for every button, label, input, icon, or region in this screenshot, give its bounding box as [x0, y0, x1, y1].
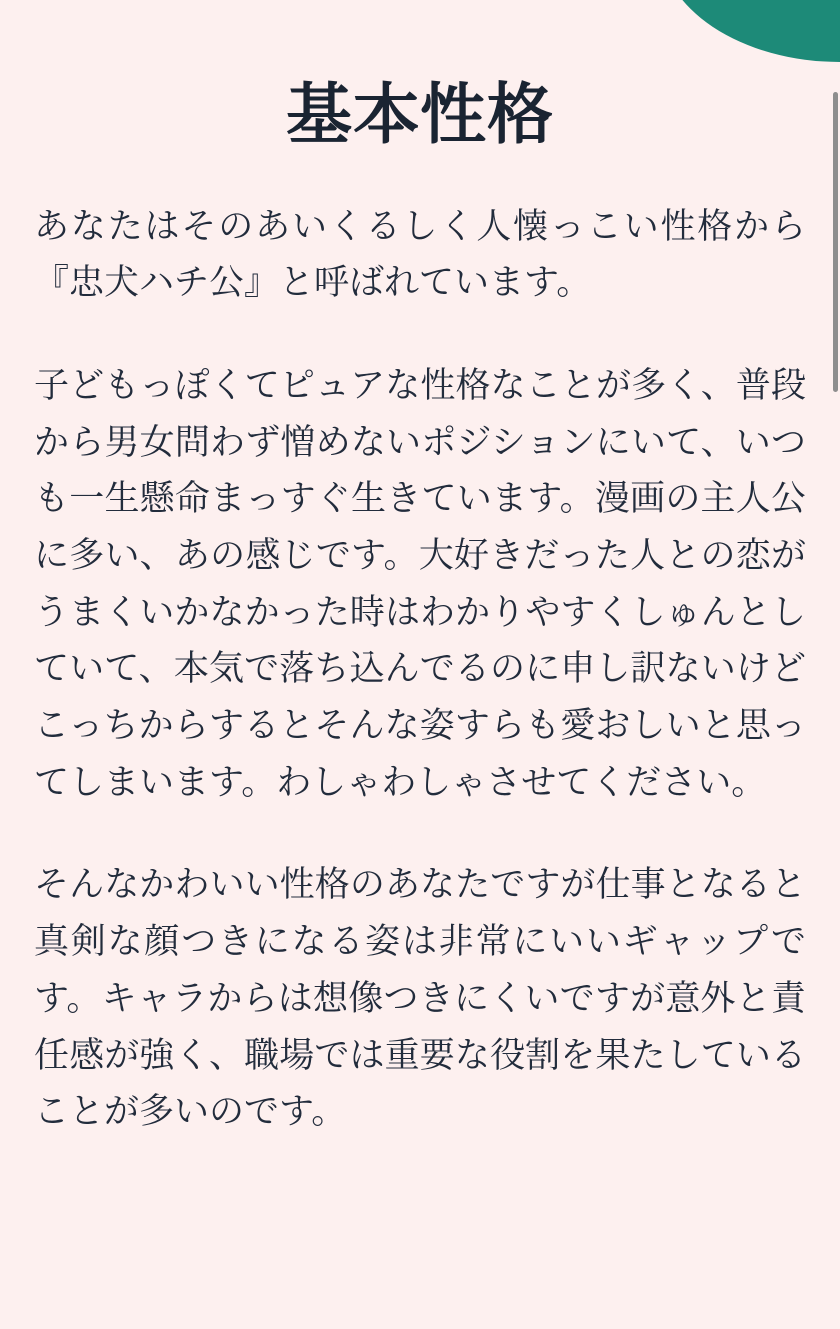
- vertical-scrollbar-track[interactable]: [832, 0, 840, 1329]
- paragraph: あなたはそのあいくるしく人懐っこい性格から『忠犬ハチ公』と呼ばれています。: [34, 206, 806, 303]
- vertical-scrollbar-thumb[interactable]: [833, 92, 838, 392]
- paragraph: そんなかわいい性格のあなたですが仕事となると真剣な顔つきになる姿は非常にいいギャップです。キャラからは想像つきにくいですが意外と責任感が強く、職場では重要な役割を果たしていることが多いのです。: [34, 865, 806, 1132]
- page-title: 基本性格: [286, 77, 554, 151]
- paragraph: 子どもっぽくてピュアな性格なことが多く、普段から男女問わず憎めないポジションにいて、いつも一生懸命まっすぐ生きています。漫画の主人公に多い、あの感じです。大好きだった人との恋がうまくいかなかった時はわかりやすくしゅんとしていて、本気で落ち込んでるのに申し訳ないけどこっちからするとそんな姿すらも愛おしいと思ってしまいます。わしゃわしゃさせてください。: [34, 365, 806, 802]
